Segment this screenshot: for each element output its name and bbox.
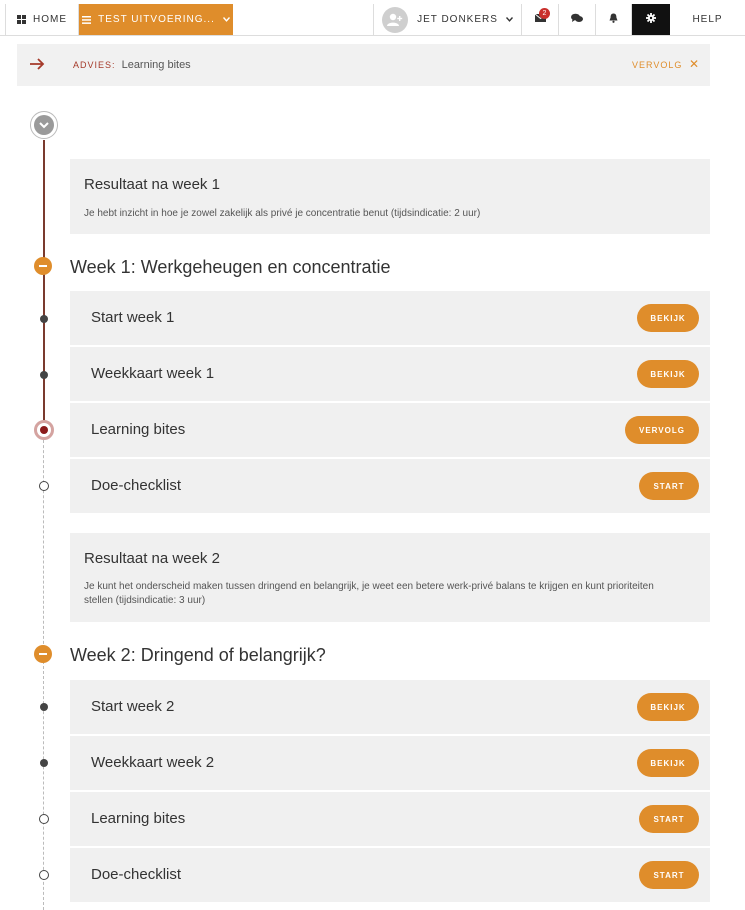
course-menu-button[interactable] [79, 4, 233, 35]
user-add-icon [387, 13, 403, 27]
notifications-button[interactable] [596, 4, 632, 35]
item-label: Doe-checklist [91, 477, 182, 494]
view-button[interactable]: BEKIJK [637, 304, 699, 332]
chevron-down-icon [223, 17, 230, 22]
chevron-down-icon [506, 17, 513, 22]
timeline-dot-open [39, 814, 49, 824]
start-button[interactable]: START [639, 472, 699, 500]
timeline-dot-completed [40, 759, 48, 767]
item-label: Start week 1 [91, 309, 175, 326]
view-button[interactable]: BEKIJK [637, 360, 699, 388]
timeline-dot-completed [40, 371, 48, 379]
timeline-progress-line [43, 140, 45, 430]
messages-button[interactable] [522, 4, 559, 35]
list-item [70, 848, 710, 902]
user-name: JET DONKERS [417, 14, 498, 25]
advice-text: Learning bites [121, 59, 191, 71]
collapse-week-1-icon[interactable] [34, 257, 52, 275]
list-item [70, 459, 710, 513]
close-icon[interactable]: ✕ [689, 57, 700, 71]
item-label: Learning bites [91, 421, 186, 438]
home-nav-button[interactable] [5, 4, 79, 35]
menu-icon [82, 16, 91, 24]
arrow-right-icon [29, 56, 45, 77]
unread-badge: 2 [539, 8, 550, 19]
view-button[interactable]: BEKIJK [637, 693, 699, 721]
grid-icon [17, 15, 26, 24]
start-button[interactable]: START [639, 861, 699, 889]
help-label: HELP [692, 14, 723, 25]
bell-icon [609, 13, 618, 26]
timeline-dot-open [39, 481, 49, 491]
timeline-dot-completed [40, 703, 48, 711]
item-label: Start week 2 [91, 698, 175, 715]
user-menu-button[interactable] [373, 4, 522, 35]
chevron-down-icon [34, 115, 54, 135]
list-item [70, 736, 710, 790]
advice-bar [17, 44, 710, 86]
list-item [70, 347, 710, 401]
course-label: TEST UITVOERING... [98, 14, 215, 25]
start-button[interactable]: START [639, 805, 699, 833]
top-navbar [0, 0, 745, 36]
view-button[interactable]: BEKIJK [637, 749, 699, 777]
timeline-dot-current [34, 420, 54, 440]
settings-button[interactable] [632, 4, 670, 35]
result-description: Je kunt het onderscheid maken tussen dringend en belangrijk, je weet een betere werk-privé balans te krijgen en kunt prioriteiten stellen (tijdsindicatie: 3 uur) [84, 581, 654, 606]
gear-icon [646, 13, 656, 26]
list-item [70, 403, 710, 457]
avatar [382, 7, 408, 33]
timeline-dot-completed [40, 315, 48, 323]
result-card-week-2 [70, 533, 710, 622]
collapse-week-2-icon[interactable] [34, 645, 52, 663]
chat-icon [571, 13, 583, 26]
list-item [70, 792, 710, 846]
item-label: Doe-checklist [91, 866, 182, 883]
week-2-title: Week 2: Dringend of belangrijk? [70, 645, 326, 665]
timeline-dot-open [39, 870, 49, 880]
result-title: Resultaat na week 2 [84, 550, 220, 567]
advice-label: ADVIES: [73, 60, 116, 70]
list-item [70, 680, 710, 734]
help-button[interactable] [670, 4, 745, 35]
result-card-week-1 [70, 159, 710, 234]
list-item [70, 291, 710, 345]
advice-continue-link[interactable]: VERVOLG [632, 60, 683, 70]
result-description: Je hebt inzicht in hoe je zowel zakelijk als privé je concentratie benut (tijdsindicatie: 2 uur) [84, 208, 481, 219]
timeline-collapse-toggle[interactable] [30, 111, 58, 139]
chat-button[interactable] [559, 4, 596, 35]
home-label: HOME [33, 14, 67, 25]
timeline-remaining-line [43, 430, 44, 910]
item-label: Weekkaart week 2 [91, 754, 215, 771]
advice-message [73, 59, 191, 71]
week-1-title: Week 1: Werkgeheugen en concentratie [70, 257, 391, 277]
continue-button[interactable]: VERVOLG [625, 416, 699, 444]
item-label: Weekkaart week 1 [91, 365, 215, 382]
item-label: Learning bites [91, 810, 186, 827]
result-title: Resultaat na week 1 [84, 176, 220, 193]
